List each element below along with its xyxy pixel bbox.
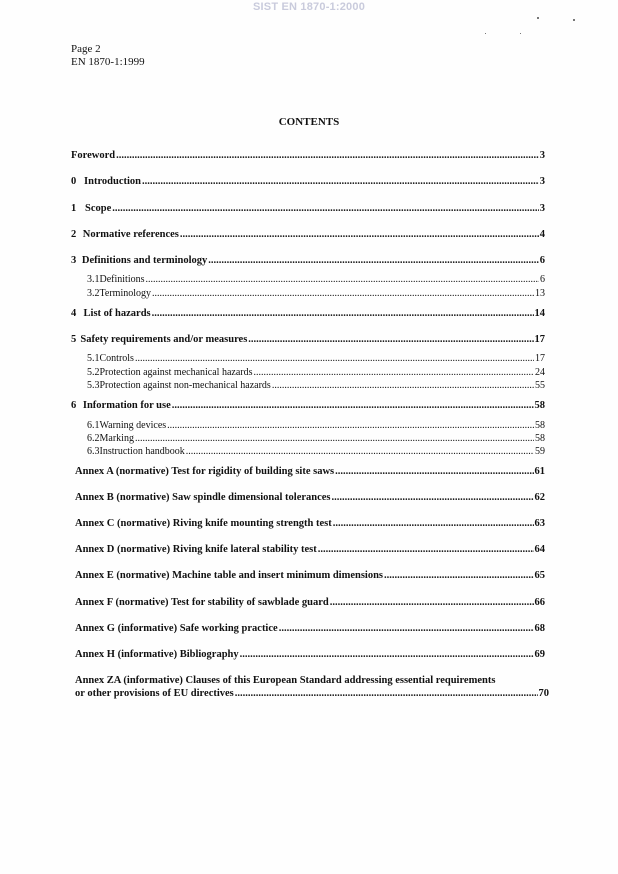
toc-entry-number: 3: [71, 255, 77, 266]
toc-entry-number: 0: [71, 176, 77, 187]
toc-entry-terminology[interactable]: [87, 287, 545, 300]
toc-entry-page: 13: [535, 288, 545, 299]
toc-entry-annex-f[interactable]: [75, 596, 545, 609]
dot-leader: [254, 366, 535, 379]
dot-leader: [240, 648, 534, 661]
toc-entry-page: 63: [534, 518, 545, 529]
toc-entry-label: List of hazards: [83, 308, 151, 319]
toc-entry-page: 3: [539, 150, 545, 161]
toc-entry-annex-d[interactable]: [75, 543, 545, 556]
toc-entry-label: Introduction: [84, 176, 142, 187]
dot-leader: [112, 202, 539, 215]
toc-entry-number: 2: [71, 229, 77, 240]
toc-entry-annex-a[interactable]: [75, 465, 545, 478]
scan-speck: [573, 19, 575, 21]
toc-entry-annex-g[interactable]: [75, 622, 545, 635]
toc-entry-page: 6: [539, 255, 545, 266]
toc-entry-warning-devices[interactable]: [87, 419, 545, 432]
dot-leader: [146, 273, 540, 286]
toc-entry-information-for-use[interactable]: [71, 399, 545, 412]
toc-entry-page: 3: [539, 176, 545, 187]
toc-entry-page: 70: [538, 688, 549, 699]
toc-entry-label: Scope: [85, 203, 112, 214]
toc-entry-list-of-hazards[interactable]: [71, 307, 545, 320]
toc-entry-page: 62: [534, 492, 545, 503]
toc-entry-page: 4: [539, 229, 545, 240]
dot-leader: [152, 307, 534, 320]
toc-entry-page: 17: [534, 334, 545, 345]
toc-entry-label: Terminology: [99, 288, 152, 299]
dot-leader: [167, 419, 534, 432]
toc-entry-label: Foreword: [71, 150, 116, 161]
toc-entry-page: 58: [534, 400, 545, 411]
toc-entry-number: 6: [71, 400, 77, 411]
toc-entry-annex-e[interactable]: [75, 569, 545, 582]
toc-entry-page: 24: [535, 367, 545, 378]
toc-entry-label: Annex H (informative) Bibliography: [75, 649, 239, 660]
toc-entry-scope[interactable]: [71, 202, 545, 215]
toc-entry-label-line2: or other provisions of EU directives: [75, 688, 234, 699]
toc-entry-label: Marking: [99, 433, 134, 444]
toc-entry-definitions[interactable]: [87, 273, 545, 286]
toc-entry-label: Warning devices: [99, 420, 167, 431]
page-number: Page 2: [71, 43, 101, 55]
dot-leader: [172, 399, 534, 412]
toc-entry-number: 6.1: [87, 420, 100, 431]
page-header: [71, 43, 145, 69]
toc-entry-safety-requirements[interactable]: [71, 333, 545, 346]
page-title: CONTENTS: [278, 116, 340, 128]
toc-entry-page: 17: [535, 353, 545, 364]
toc-entry-annex-h[interactable]: [75, 648, 545, 661]
toc-entry-page: 64: [534, 544, 545, 555]
toc-entry-controls[interactable]: [87, 352, 545, 365]
toc-entry-page: 66: [534, 597, 545, 608]
toc-entry-number: 5.3: [87, 380, 100, 391]
toc-entry-number: 6.3: [87, 446, 100, 457]
toc-entry-number: 5: [71, 334, 77, 345]
toc-entry-page: 69: [534, 649, 545, 660]
toc-entry-number: 4: [71, 308, 77, 319]
toc-entry-instruction-handbook[interactable]: [87, 445, 545, 458]
dot-leader: [235, 687, 538, 700]
dot-leader: [318, 543, 534, 556]
scan-speck: [485, 33, 486, 34]
watermark: SIST EN 1870-1:2000: [252, 1, 366, 13]
toc-entry-non-mechanical-hazards[interactable]: [87, 379, 545, 392]
toc-entry-number: 5.1: [87, 353, 100, 364]
toc-entry-label: Annex ZA (informative) Clauses of this European Standard addressing essential requirements: [75, 675, 496, 686]
toc-entry-annex-za[interactable]: [75, 674, 549, 700]
toc-entry-label: Annex F (normative) Test for stability of sawblade guard: [75, 597, 329, 608]
toc-entry-number: 3.1: [87, 274, 100, 285]
toc-entry-label: Annex A (normative) Test for rigidity of building site saws: [75, 466, 335, 477]
toc-entry-page: 55: [535, 380, 545, 391]
toc-entry-mechanical-hazards[interactable]: [87, 366, 545, 379]
toc-entry-page: 3: [539, 203, 545, 214]
dot-leader: [152, 287, 534, 300]
toc-entry-normative-references[interactable]: [71, 228, 545, 241]
dot-leader: [384, 569, 533, 582]
toc-entry-page: 65: [534, 570, 545, 581]
toc-entry-number: 1: [71, 203, 77, 214]
toc-entry-page: 6: [540, 274, 545, 285]
toc-entry-number: 3.2: [87, 288, 100, 299]
toc-entry-marking[interactable]: [87, 432, 545, 445]
toc-entry-page: 61: [534, 466, 545, 477]
toc-entry-label: Annex C (normative) Riving knife mounting strength test: [75, 518, 332, 529]
toc-entry-page: 58: [535, 433, 545, 444]
dot-leader: [116, 149, 539, 162]
dot-leader: [332, 491, 534, 504]
dot-leader: [335, 465, 533, 478]
toc-entry-number: 6.2: [87, 433, 100, 444]
scan-speck: [537, 17, 539, 19]
toc-entry-label: Information for use: [82, 400, 171, 411]
dot-leader: [248, 333, 533, 346]
dot-leader: [330, 596, 534, 609]
toc-entry-page: 68: [534, 623, 545, 634]
dot-leader: [135, 352, 534, 365]
toc-entry-label: Definitions and terminology: [81, 255, 208, 266]
dot-leader: [180, 228, 539, 241]
toc-entry-foreword[interactable]: [71, 149, 545, 162]
toc-entry-label: Protection against non-mechanical hazards: [99, 380, 271, 391]
toc-entry-label: Normative references: [82, 229, 179, 240]
toc-entry-label: Annex E (normative) Machine table and insert minimum dimensions: [75, 570, 384, 581]
dot-leader: [333, 517, 534, 530]
toc-entry-label: Annex B (normative) Saw spindle dimensional tolerances: [75, 492, 331, 503]
toc-entry-page: 14: [534, 308, 545, 319]
document-id: EN 1870-1:1999: [71, 56, 145, 68]
toc-entry-label: Safety requirements and/or measures: [80, 334, 248, 345]
toc-entry-label: Protection against mechanical hazards: [99, 367, 253, 378]
dot-leader: [208, 254, 538, 267]
toc-entry-introduction[interactable]: [71, 175, 545, 188]
toc-entry-label: Annex G (informative) Safe working practice: [75, 623, 278, 634]
toc-entry-annex-c[interactable]: [75, 517, 545, 530]
toc-entry-page: 59: [535, 446, 545, 457]
dot-leader: [135, 432, 534, 445]
dot-leader: [279, 622, 534, 635]
dot-leader: [142, 175, 539, 188]
toc-entry-label: Controls: [99, 353, 134, 364]
dot-leader: [272, 379, 534, 392]
toc-entry-page: 58: [535, 420, 545, 431]
toc-entry-label: Definitions: [99, 274, 145, 285]
scan-speck: [520, 33, 521, 34]
toc-entry-annex-b[interactable]: [75, 491, 545, 504]
toc-entry-definitions-terminology[interactable]: [71, 254, 545, 267]
toc-entry-label: Instruction handbook: [99, 446, 185, 457]
dot-leader: [186, 445, 534, 458]
toc-entry-label-continued: [75, 687, 549, 700]
toc-entry-number: 5.2: [87, 367, 100, 378]
toc-entry-label: Annex D (normative) Riving knife lateral stability test: [75, 544, 317, 555]
